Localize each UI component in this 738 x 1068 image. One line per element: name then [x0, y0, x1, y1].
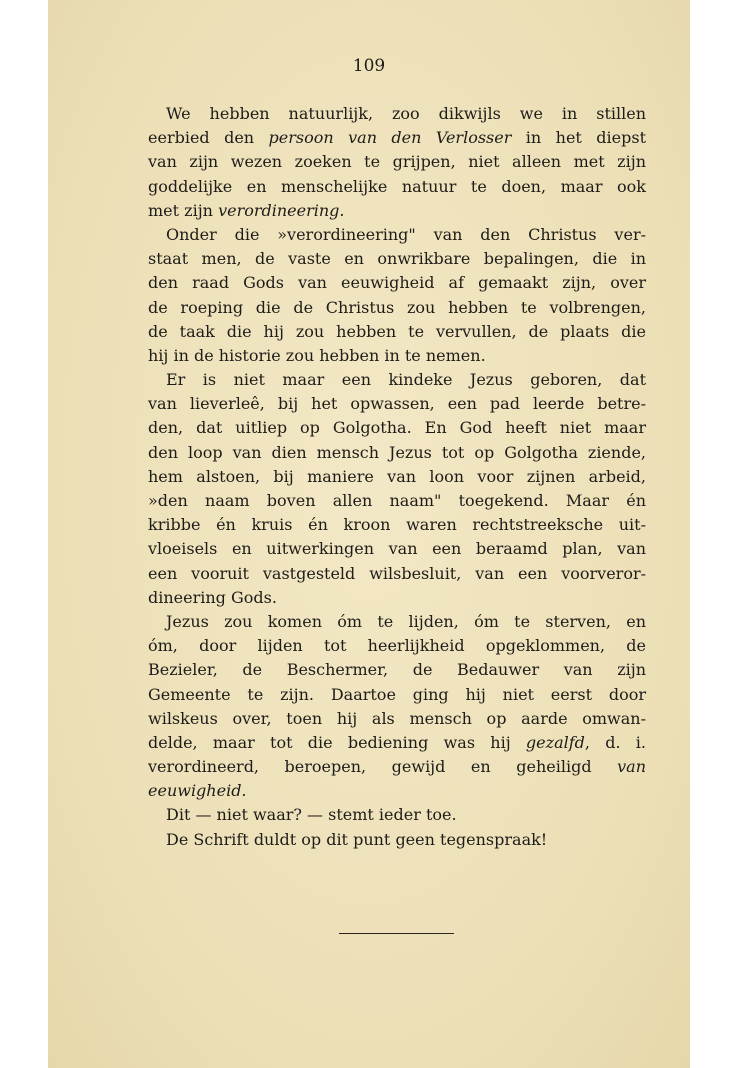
section-divider	[339, 933, 454, 934]
text-line: De Schrift duldt op dit punt geen tegenspraak!	[166, 829, 548, 849]
text-line: de taak die hij zou hebben te vervullen, de plaats die	[148, 321, 646, 341]
text-line: óm, door lijden tot heerlijkheid opgeklommen, de	[148, 636, 646, 656]
text-line: met zijn verordineering.	[148, 200, 345, 220]
text-line: Bezieler, de Beschermer, de Bedauwer van zijn	[148, 660, 646, 680]
text-line: den loop van dien mensch Jezus tot op Golgotha ziende,	[148, 442, 646, 462]
text-line: van lieverleê, bij het opwassen, een pad leerde betre-	[148, 394, 646, 414]
body-text	[148, 102, 646, 852]
text-line: de roeping die de Christus zou hebben te volbrengen,	[148, 297, 646, 317]
text-line: Er is niet maar een kindeke Jezus geboren, dat	[166, 370, 646, 390]
text-line: een vooruit vastgesteld wilsbesluit, van een voorveror-	[148, 563, 646, 583]
text-line: Onder die »verordineering" van den Christus ver-	[166, 224, 646, 244]
text-line: Jezus zou komen óm te lijden, óm te sterven, en	[166, 611, 646, 631]
text-line: goddelijke en menschelijke natuur te doen, maar ook	[148, 176, 646, 196]
text-line: staat men, de vaste en onwrikbare bepalingen, die in	[148, 249, 646, 269]
text-line: We hebben natuurlijk, zoo dikwijls we in stillen	[166, 104, 646, 123]
italic-phrase: persoon van den Verlosser	[268, 128, 512, 148]
text-line: »den naam boven allen naam" toegekend. Maar én	[148, 491, 646, 510]
page-number: 109	[352, 56, 386, 76]
italic-phrase: gezalfd	[525, 732, 585, 752]
text-line	[148, 779, 646, 803]
text-line: den, dat uitliep op Golgotha. En God heeft niet maar	[148, 418, 646, 438]
text-line: kribbe én kruis én kroon waren rechtstreeksche uit-	[148, 515, 646, 535]
text-line: van zijn wezen zoeken te grijpen, niet alleen met zijn	[148, 152, 646, 172]
text-line: Dit — niet waar? — stemt ieder toe.	[166, 805, 457, 825]
text-line: hij in de historie zou hebben in te nemen.	[148, 345, 486, 365]
text-line: vloeisels en uitwerkingen van een beraamd plan, van	[148, 539, 646, 559]
italic-phrase: verordineering.	[218, 200, 345, 220]
text-line: hem alstoen, bij maniere van loon voor zijnen arbeid,	[148, 466, 646, 486]
text-line: wilskeus over, toen hij als mensch op aarde omwan-	[148, 708, 646, 728]
text-line: den raad Gods van eeuwigheid af gemaakt zijn, over	[148, 273, 646, 293]
book-page	[48, 0, 690, 1068]
text-line: dineering Gods.	[148, 587, 277, 607]
text-line: eerbied den persoon van den Verlosser in het diepst	[148, 128, 647, 148]
italic-phrase: van	[617, 757, 646, 777]
italic-phrase: eeuwigheid.	[148, 781, 247, 801]
text-line: delde, maar tot die bediening was hij gezalfd, d. i.	[148, 732, 647, 752]
text-line: Gemeente te zijn. Daartoe ging hij niet eerst door	[148, 684, 646, 704]
text-line: verordineerd, beroepen, gewijd en geheiligd van	[148, 757, 646, 777]
